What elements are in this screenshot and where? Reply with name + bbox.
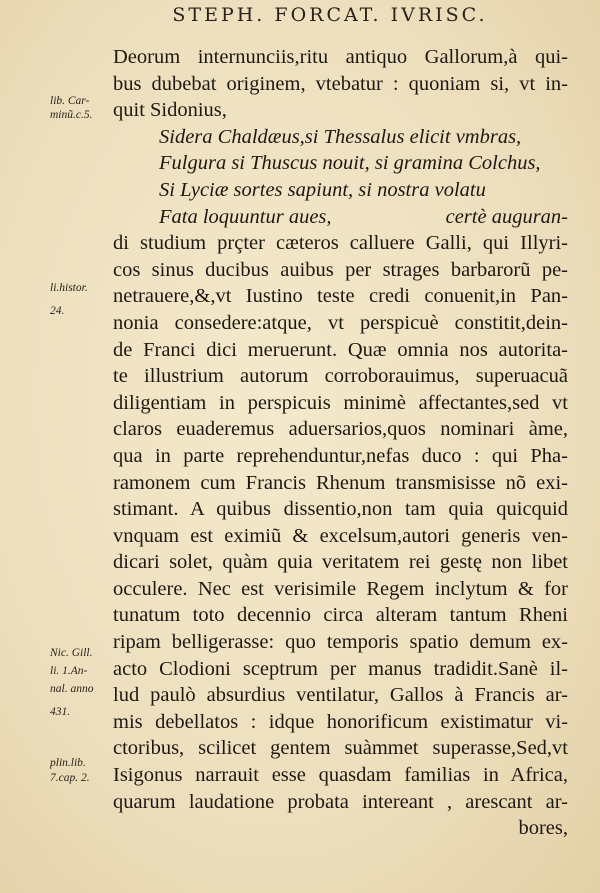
verse-line: Sidera Chaldæus,si Thessalus elicit vmbras, <box>159 125 522 148</box>
text-line: tunatum toto decennio circa alteram tantum Rheni <box>113 604 568 627</box>
text-line: dicari solet, quàm quia veritatem rei gestę non libet <box>113 551 568 574</box>
text-line: vnquam est eximiũ & excelsum,autori generis ven- <box>113 524 568 547</box>
margin-note: minũ.c.5. <box>50 109 93 121</box>
verse-line <box>113 204 568 231</box>
margin-note: li. 1.An- <box>50 665 88 677</box>
text-line: qua in parte reprehenduntur,nefas duco : qui Pha- <box>113 444 568 467</box>
margin-note: 431. <box>50 706 71 718</box>
text-line: di studium prçter cæteros calluere Galli, qui Illyri- <box>113 232 568 255</box>
text-line: ctoribus, scilicet gentem suàmmet superasse,Sed,vt <box>113 737 568 760</box>
margin-note: 7.cap. 2. <box>50 772 90 784</box>
text-line: Isigonus narrauit esse quasdam familias in Africa, <box>113 764 568 787</box>
body-text <box>113 44 568 842</box>
text-line: bores, <box>518 817 568 840</box>
margin-note: Nic. Gill. <box>50 647 93 659</box>
text-line: bus dubebat originem, vtebatur : quoniam si, vt in- <box>113 72 568 95</box>
text-line: mis debellatos : idque honorificum existimatur vi- <box>113 710 568 733</box>
text-line: quit Sidonius, <box>113 99 227 122</box>
verse-line-end: Fata loquuntur aues, <box>159 205 332 228</box>
text-line: diligentiam in perspicuis minimè affectantes,sed vt <box>113 391 568 414</box>
text-line: ramonem cum Francis Rhenum transmisisse nõ exi- <box>113 471 568 494</box>
margin-note: li.histor. <box>50 282 88 294</box>
prose-resume: certè auguran- <box>445 205 568 228</box>
text-line: claros euaderemus aduersarios,quos nominari àme, <box>113 418 568 441</box>
text-line: cos sinus ducibus auibus per strages barbarorũ pe- <box>113 258 568 281</box>
text-line: acto Clodioni sceptrum per manus tradidit.Sanè il- <box>113 657 568 680</box>
margin-note: lib. Car- <box>50 95 90 107</box>
text-line: ripam belligerasse: quo temporis spatio demum ex- <box>113 631 568 654</box>
text-line: lud paulò absurdius ventilatur, Gallos à Francis ar- <box>113 684 568 707</box>
text-line: nonia consedere:atque, vt perspicuè constitit,dein- <box>113 311 568 334</box>
text-line: quarum laudatione probata intereant , arescant ar- <box>113 790 568 813</box>
text-line: de Franci dici meruerunt. Quæ omnia nos autorita- <box>113 338 568 361</box>
margin-note: plin.lib. <box>50 757 86 769</box>
margin-note: nal. anno <box>50 683 94 695</box>
text-line: Deorum internunciis,ritu antiquo Gallorum,à qui- <box>113 46 568 68</box>
running-header: STEPH. FORCAT. IVRISC. <box>172 4 488 26</box>
margin-note: 24. <box>50 305 65 317</box>
text-line: te illustrium autorum corroborauimus, superuacuã <box>113 365 568 388</box>
text-line: stimant. A quibus dissentio,non tam quia quicquid <box>113 498 568 521</box>
verse-line: Si Lyciæ sortes sapiunt, si nostra volatu <box>159 178 486 201</box>
verse-line: Fulgura si Thuscus nouit, si gramina Colchus, <box>159 152 541 175</box>
text-line: occulere. Nec est verisimile Regem inclytum & for <box>113 577 568 600</box>
text-line: netrauere,&,vt Iustino teste credi conuenit,in Pan- <box>113 285 568 308</box>
